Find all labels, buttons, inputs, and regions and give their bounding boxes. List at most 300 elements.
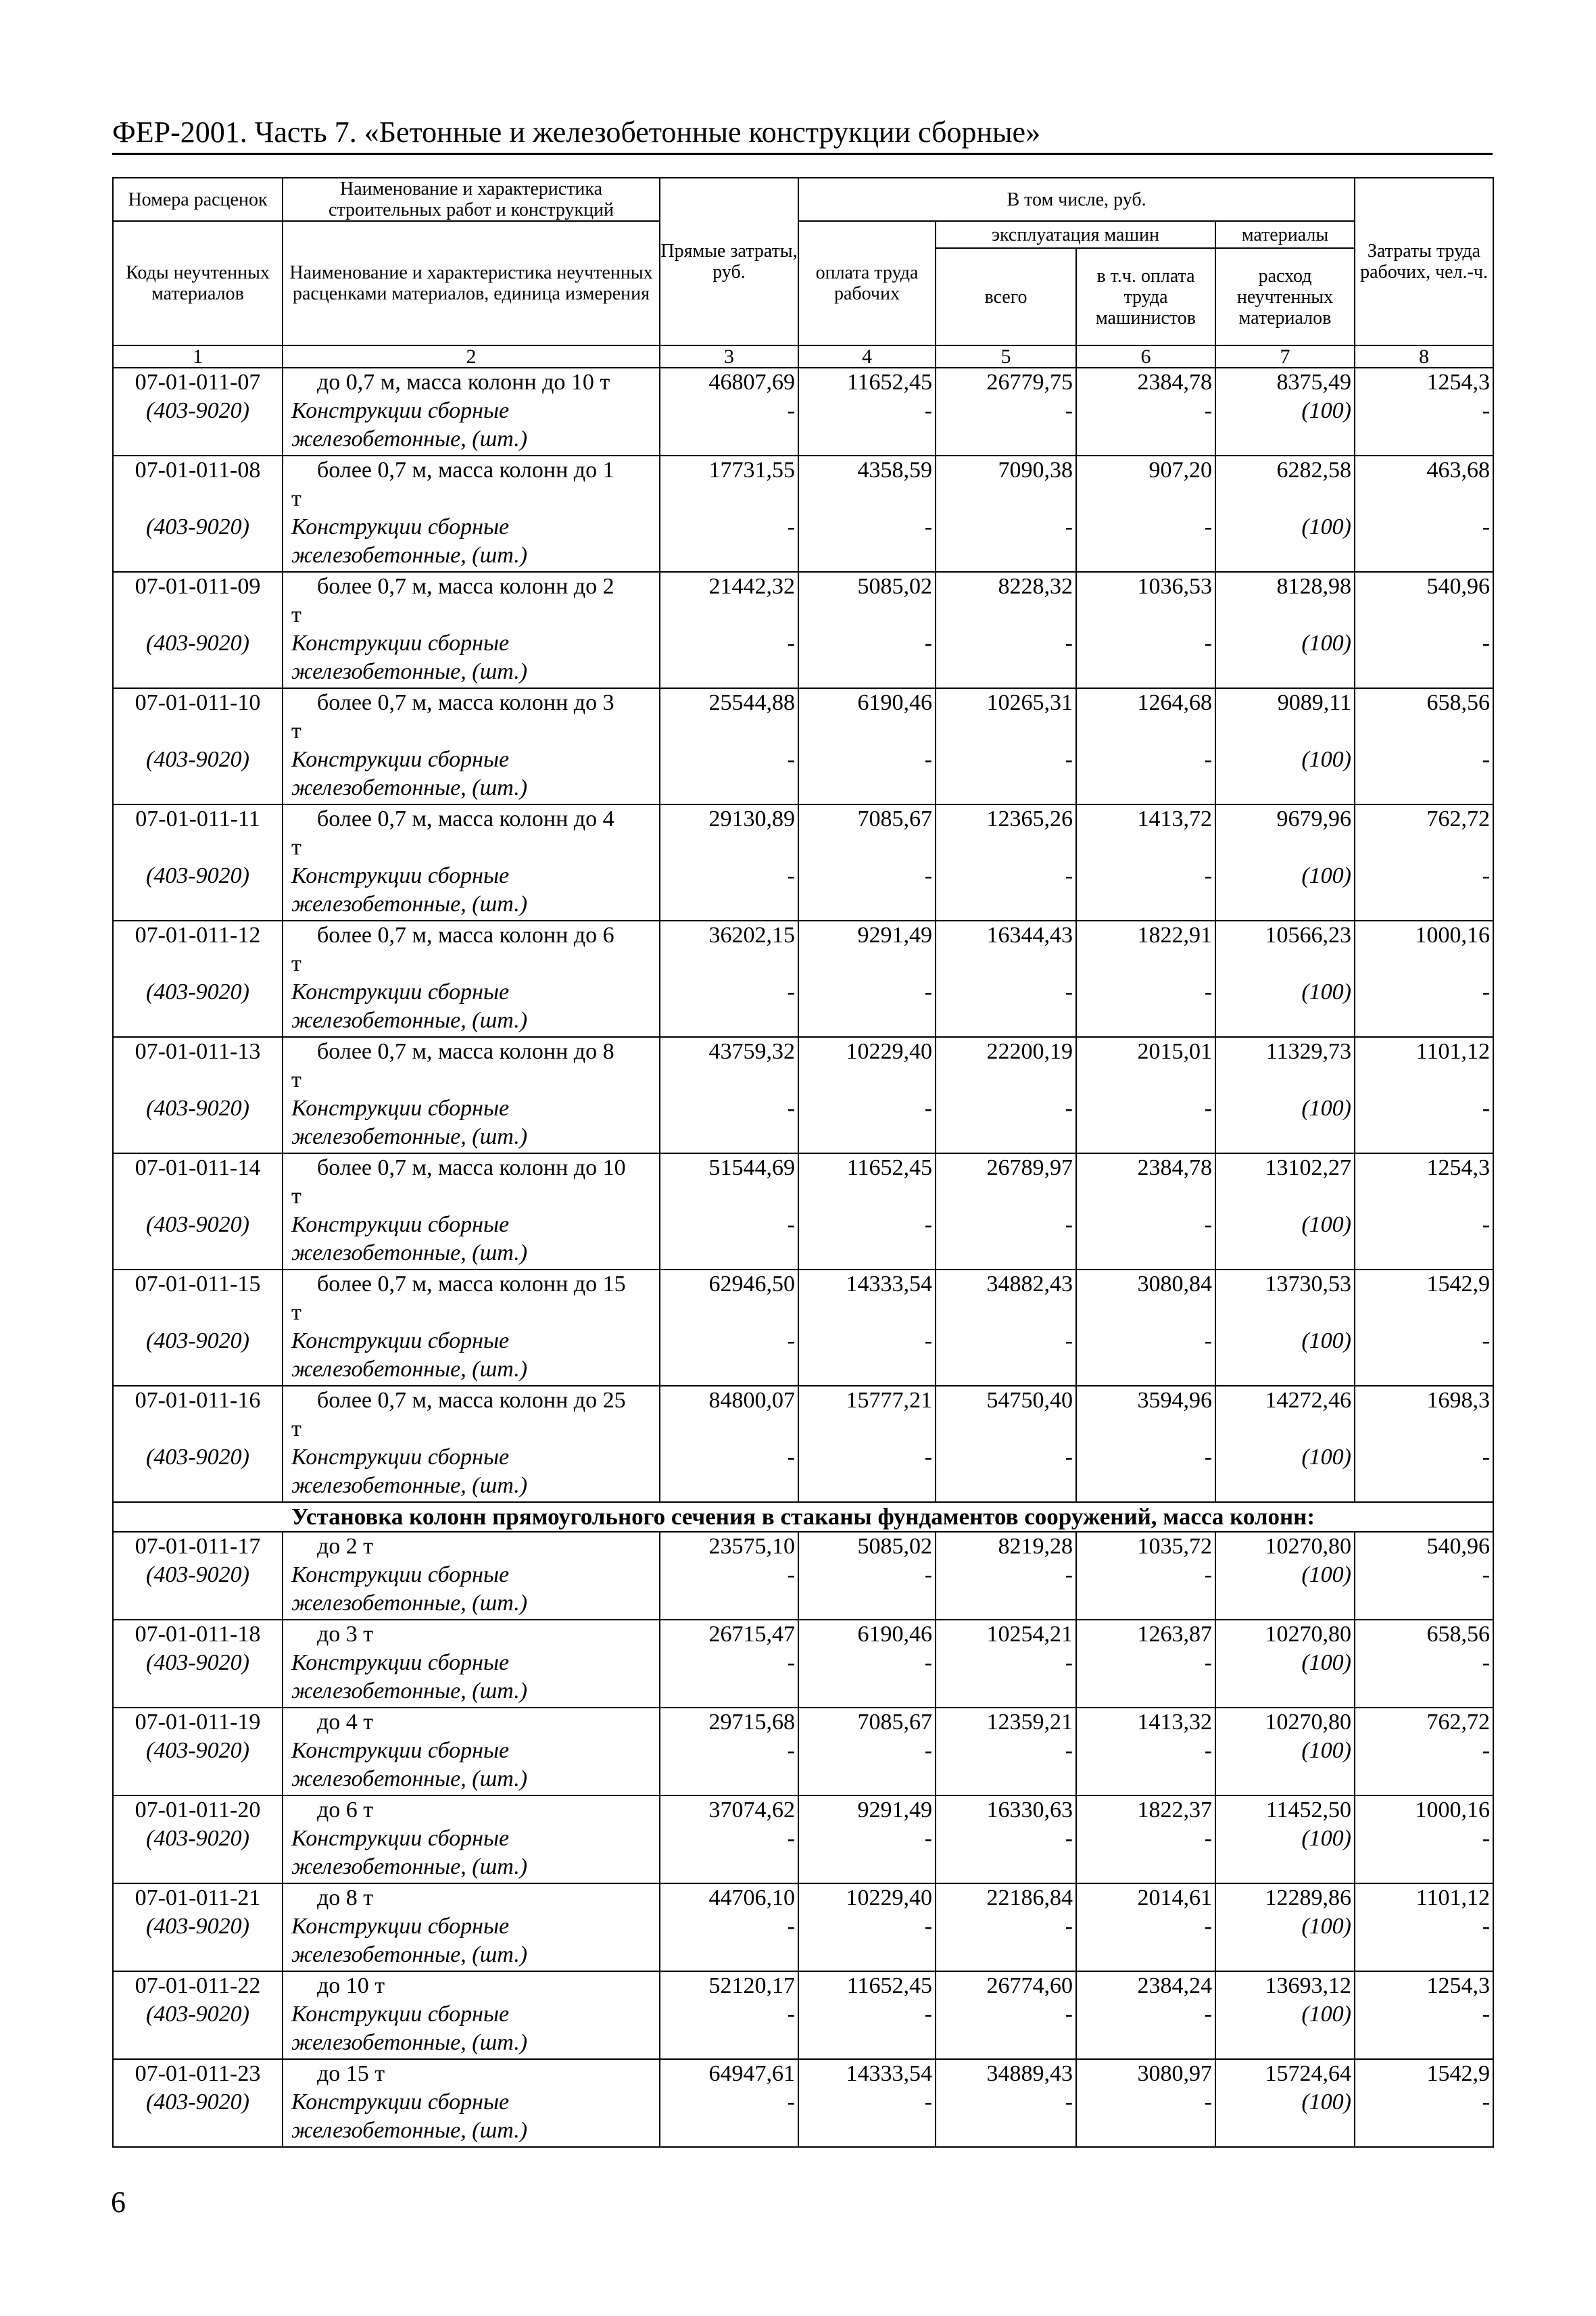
machine-total: 22186,84 bbox=[986, 1885, 1073, 1910]
spacer bbox=[1216, 1299, 1351, 1327]
direct-cost-cell bbox=[660, 368, 798, 456]
machinist-pay-cell bbox=[1076, 804, 1215, 921]
work-description-line: т bbox=[291, 602, 301, 627]
rate-code: 07-01-011-20 bbox=[135, 1798, 261, 1823]
direct-cost-cell bbox=[660, 2059, 798, 2147]
spacer bbox=[936, 834, 1073, 862]
machine-total-cell bbox=[936, 456, 1076, 572]
labor-pay-cell bbox=[798, 1386, 936, 1502]
machinist-pay-material: - bbox=[1204, 1738, 1212, 1763]
labor-pay-material: - bbox=[924, 1096, 932, 1121]
materials-cost-material: (100) bbox=[1301, 1328, 1352, 1353]
direct-cost: 84800,07 bbox=[708, 1388, 795, 1413]
spacer bbox=[114, 950, 282, 978]
labor-hours-material: - bbox=[1482, 631, 1491, 656]
work-description-cell bbox=[283, 2059, 660, 2147]
spacer bbox=[936, 1415, 1073, 1443]
work-description-line: т bbox=[291, 1067, 301, 1092]
machinist-pay-cell bbox=[1076, 2059, 1215, 2147]
machinist-pay: 3594,96 bbox=[1137, 1388, 1212, 1413]
machinist-pay-cell bbox=[1076, 1270, 1215, 1386]
materials-cost-cell bbox=[1215, 1270, 1355, 1386]
materials-cost-material: (100) bbox=[1301, 863, 1352, 888]
material-description-unit: железобетонные, (шт.) bbox=[291, 427, 528, 452]
material-description: Конструкции сборные bbox=[291, 2090, 510, 2115]
spacer bbox=[1077, 1299, 1212, 1327]
header-col1-top: Номера расценок bbox=[113, 178, 283, 221]
spacer bbox=[1355, 601, 1490, 629]
rate-code: 07-01-011-23 bbox=[135, 2061, 261, 2086]
direct-cost: 23575,10 bbox=[708, 1534, 795, 1559]
work-description-line: до 15 т bbox=[317, 2061, 385, 2086]
materials-cost-material: (100) bbox=[1301, 514, 1352, 539]
direct-cost-cell bbox=[660, 1386, 798, 1502]
labor-hours-material: - bbox=[1482, 514, 1491, 539]
spacer bbox=[1355, 1415, 1490, 1443]
labor-pay-cell bbox=[798, 1532, 936, 1620]
material-code: (403-9020) bbox=[146, 747, 249, 772]
labor-hours-material: - bbox=[1482, 1096, 1491, 1121]
labor-hours: 1698,3 bbox=[1426, 1388, 1491, 1413]
labor-hours-material: - bbox=[1482, 1826, 1491, 1851]
labor-pay: 5085,02 bbox=[857, 1534, 932, 1559]
labor-hours: 1101,12 bbox=[1416, 1885, 1491, 1910]
work-description-cell bbox=[283, 1386, 660, 1502]
work-description-line: т bbox=[291, 719, 301, 744]
page-number: 6 bbox=[111, 2186, 126, 2219]
materials-cost-cell bbox=[1215, 1795, 1355, 1883]
spacer bbox=[114, 1299, 282, 1327]
header-col7: расход неучтенных материалов bbox=[1215, 248, 1355, 345]
machinist-pay-cell bbox=[1076, 688, 1215, 804]
labor-hours-cell bbox=[1355, 368, 1493, 456]
labor-pay-cell bbox=[798, 1037, 936, 1153]
labor-pay: 6190,46 bbox=[857, 690, 932, 715]
table-row bbox=[113, 1883, 1493, 1971]
materials-cost-cell bbox=[1215, 1532, 1355, 1620]
work-description-line: более 0,7 м, масса колонн до 4 bbox=[317, 806, 614, 831]
machine-total-cell bbox=[936, 1037, 1076, 1153]
direct-cost: 43759,32 bbox=[708, 1039, 795, 1064]
direct-cost-material: - bbox=[787, 631, 795, 656]
machine-total-material: - bbox=[1065, 631, 1073, 656]
labor-pay-cell bbox=[798, 921, 936, 1037]
material-description: Конструкции сборные bbox=[291, 1914, 510, 1939]
work-description-line: более 0,7 м, масса колонн до 1 bbox=[317, 458, 614, 483]
work-description-line: т bbox=[291, 835, 301, 860]
materials-cost: 12289,86 bbox=[1265, 1885, 1352, 1910]
material-code: (403-9020) bbox=[146, 398, 249, 423]
machine-total: 26774,60 bbox=[986, 1973, 1073, 1998]
spacer bbox=[660, 834, 795, 862]
work-description-cell bbox=[283, 1971, 660, 2059]
materials-cost-material: (100) bbox=[1301, 631, 1352, 656]
labor-pay-cell bbox=[798, 1270, 936, 1386]
material-description-unit: железобетонные, (шт.) bbox=[291, 1124, 528, 1149]
spacer bbox=[1077, 485, 1212, 513]
direct-cost: 26715,47 bbox=[708, 1622, 795, 1647]
machine-total-cell bbox=[936, 1153, 1076, 1270]
labor-pay-cell bbox=[798, 804, 936, 921]
labor-hours: 1254,3 bbox=[1426, 1973, 1491, 1998]
table-row bbox=[113, 1971, 1493, 2059]
machinist-pay-material: - bbox=[1204, 398, 1212, 423]
work-description-cell bbox=[283, 1795, 660, 1883]
machine-total-material: - bbox=[1065, 747, 1073, 772]
labor-pay-cell bbox=[798, 2059, 936, 2147]
work-description-cell bbox=[283, 572, 660, 688]
labor-pay-cell bbox=[798, 572, 936, 688]
materials-cost-material: (100) bbox=[1301, 1650, 1352, 1675]
direct-cost-material: - bbox=[787, 1096, 795, 1121]
machinist-pay-cell bbox=[1076, 368, 1215, 456]
spacer bbox=[660, 1182, 795, 1211]
work-description-line: т bbox=[291, 486, 301, 511]
machinist-pay: 2014,61 bbox=[1137, 1885, 1212, 1910]
machine-total: 8228,32 bbox=[998, 574, 1073, 599]
labor-hours-material: - bbox=[1482, 863, 1491, 888]
machinist-pay-cell bbox=[1076, 1883, 1215, 1971]
header-col8: Затраты труда рабочих, чел.-ч. bbox=[1355, 178, 1493, 345]
machinist-pay-material: - bbox=[1204, 1650, 1212, 1675]
column-number: 6 bbox=[1076, 345, 1215, 368]
rate-code: 07-01-011-07 bbox=[135, 370, 261, 395]
machine-total-cell bbox=[936, 2059, 1076, 2147]
spacer bbox=[1216, 834, 1351, 862]
machine-total: 22200,19 bbox=[986, 1039, 1073, 1064]
labor-hours-material: - bbox=[1482, 2002, 1491, 2027]
material-code: (403-9020) bbox=[146, 514, 249, 539]
machinist-pay: 2384,78 bbox=[1137, 1155, 1212, 1180]
labor-pay: 11652,45 bbox=[846, 1155, 932, 1180]
machinist-pay-cell bbox=[1076, 1971, 1215, 2059]
materials-cost: 11329,73 bbox=[1265, 1039, 1352, 1064]
labor-pay: 11652,45 bbox=[846, 370, 932, 395]
materials-cost-material: (100) bbox=[1301, 2090, 1352, 2115]
direct-cost-cell bbox=[660, 456, 798, 572]
direct-cost-material: - bbox=[787, 863, 795, 888]
labor-hours: 540,96 bbox=[1426, 1534, 1491, 1559]
work-description-line: более 0,7 м, масса колонн до 15 bbox=[317, 1272, 626, 1297]
labor-hours: 1254,3 bbox=[1426, 1155, 1491, 1180]
material-description: Конструкции сборные bbox=[291, 1826, 510, 1851]
spacer bbox=[936, 1299, 1073, 1327]
machine-total: 34889,43 bbox=[986, 2061, 1073, 2086]
materials-cost-cell bbox=[1215, 1708, 1355, 1795]
materials-cost: 13102,27 bbox=[1265, 1155, 1352, 1180]
labor-hours-cell bbox=[1355, 572, 1493, 688]
machine-total-cell bbox=[936, 1386, 1076, 1502]
material-code: (403-9020) bbox=[146, 631, 249, 656]
labor-hours-material: - bbox=[1482, 398, 1491, 423]
labor-hours: 1000,16 bbox=[1415, 923, 1491, 948]
spacer bbox=[799, 1299, 932, 1327]
materials-cost: 8375,49 bbox=[1276, 370, 1352, 395]
price-table bbox=[112, 177, 1493, 2148]
materials-cost: 8128,98 bbox=[1276, 574, 1352, 599]
labor-pay-material: - bbox=[924, 1914, 932, 1939]
labor-pay: 11652,45 bbox=[846, 1973, 932, 1998]
material-description: Конструкции сборные bbox=[291, 1562, 510, 1587]
material-description-unit: железобетонные, (шт.) bbox=[291, 1591, 528, 1616]
direct-cost-cell bbox=[660, 921, 798, 1037]
direct-cost-material: - bbox=[787, 2002, 795, 2027]
work-description-cell bbox=[283, 688, 660, 804]
labor-pay-material: - bbox=[924, 863, 932, 888]
spacer bbox=[799, 950, 932, 978]
machinist-pay-cell bbox=[1076, 1795, 1215, 1883]
material-description-unit: железобетонные, (шт.) bbox=[291, 775, 528, 800]
table-row bbox=[113, 368, 1493, 456]
rate-code-cell bbox=[113, 1708, 283, 1795]
material-description: Конструкции сборные bbox=[291, 631, 510, 656]
labor-hours-material: - bbox=[1482, 980, 1491, 1005]
spacer bbox=[799, 717, 932, 746]
machine-total-material: - bbox=[1065, 863, 1073, 888]
machine-total-cell bbox=[936, 804, 1076, 921]
rate-code-cell bbox=[113, 688, 283, 804]
labor-hours-cell bbox=[1355, 456, 1493, 572]
materials-cost-cell bbox=[1215, 456, 1355, 572]
machinist-pay-material: - bbox=[1204, 747, 1212, 772]
material-description-unit: железобетонные, (шт.) bbox=[291, 1766, 528, 1791]
machinist-pay: 1413,32 bbox=[1137, 1710, 1212, 1735]
machine-total-material: - bbox=[1065, 1328, 1073, 1353]
materials-cost: 13730,53 bbox=[1265, 1272, 1352, 1297]
labor-hours-material: - bbox=[1482, 747, 1491, 772]
work-description-line: до 0,7 м, масса колонн до 10 т bbox=[317, 370, 610, 395]
work-description-line: до 3 т bbox=[317, 1622, 374, 1647]
spacer bbox=[1216, 717, 1351, 746]
spacer bbox=[936, 950, 1073, 978]
spacer bbox=[660, 485, 795, 513]
labor-pay-material: - bbox=[924, 1445, 932, 1470]
labor-hours-material: - bbox=[1482, 1445, 1491, 1470]
machine-total-material: - bbox=[1065, 398, 1073, 423]
materials-cost-cell bbox=[1215, 688, 1355, 804]
machinist-pay-cell bbox=[1076, 456, 1215, 572]
spacer bbox=[660, 950, 795, 978]
labor-pay-material: - bbox=[924, 1650, 932, 1675]
material-description: Конструкции сборные bbox=[291, 980, 510, 1005]
labor-pay-cell bbox=[798, 1620, 936, 1708]
rate-code-cell bbox=[113, 804, 283, 921]
materials-cost: 9089,11 bbox=[1277, 690, 1352, 715]
labor-pay-material: - bbox=[924, 1212, 932, 1237]
material-description: Конструкции сборные bbox=[291, 1212, 510, 1237]
spacer bbox=[936, 485, 1073, 513]
machine-total: 7090,38 bbox=[998, 458, 1073, 483]
direct-cost: 21442,32 bbox=[708, 574, 795, 599]
labor-hours-cell bbox=[1355, 1708, 1493, 1795]
labor-pay: 9291,49 bbox=[857, 1798, 932, 1823]
spacer bbox=[1216, 1415, 1351, 1443]
spacer bbox=[1216, 485, 1351, 513]
header-col2-bottom: Наименование и характеристика неучтенных расценками материалов, единица измерения bbox=[283, 221, 660, 345]
material-description: Конструкции сборные bbox=[291, 863, 510, 888]
spacer bbox=[1077, 601, 1212, 629]
machine-total: 8219,28 bbox=[998, 1534, 1073, 1559]
table-row bbox=[113, 1620, 1493, 1708]
labor-pay: 15777,21 bbox=[846, 1388, 932, 1413]
materials-cost-material: (100) bbox=[1301, 1562, 1352, 1587]
material-code: (403-9020) bbox=[146, 2002, 249, 2027]
direct-cost-material: - bbox=[787, 1328, 795, 1353]
direct-cost-cell bbox=[660, 688, 798, 804]
direct-cost-cell bbox=[660, 1037, 798, 1153]
table-row bbox=[113, 1795, 1493, 1883]
table-row bbox=[113, 572, 1493, 688]
rate-code-cell bbox=[113, 572, 283, 688]
direct-cost: 44706,10 bbox=[708, 1885, 795, 1910]
spacer bbox=[799, 601, 932, 629]
labor-hours-cell bbox=[1355, 1795, 1493, 1883]
direct-cost: 64947,61 bbox=[708, 2061, 795, 2086]
machinist-pay: 2015,01 bbox=[1137, 1039, 1212, 1064]
material-description-unit: железобетонные, (шт.) bbox=[291, 892, 528, 917]
direct-cost: 46807,69 bbox=[708, 370, 795, 395]
machinist-pay-material: - bbox=[1204, 1826, 1212, 1851]
labor-hours-cell bbox=[1355, 2059, 1493, 2147]
spacer bbox=[114, 834, 282, 862]
direct-cost-material: - bbox=[787, 1562, 795, 1587]
materials-cost-material: (100) bbox=[1301, 1738, 1352, 1763]
machine-total-cell bbox=[936, 368, 1076, 456]
labor-hours-cell bbox=[1355, 804, 1493, 921]
machinist-pay-cell bbox=[1076, 1153, 1215, 1270]
direct-cost-cell bbox=[660, 1883, 798, 1971]
labor-hours-material: - bbox=[1482, 1328, 1491, 1353]
rate-code-cell bbox=[113, 1620, 283, 1708]
spacer bbox=[936, 1182, 1073, 1211]
machinist-pay-material: - bbox=[1204, 1212, 1212, 1237]
table-row bbox=[113, 1532, 1493, 1620]
spacer bbox=[114, 717, 282, 746]
spacer bbox=[1216, 1066, 1351, 1094]
spacer bbox=[799, 834, 932, 862]
material-description: Конструкции сборные bbox=[291, 398, 510, 423]
spacer bbox=[1077, 1415, 1212, 1443]
rate-code: 07-01-011-08 bbox=[135, 458, 261, 483]
rate-code: 07-01-011-16 bbox=[135, 1388, 261, 1413]
materials-cost-material: (100) bbox=[1301, 1212, 1352, 1237]
rate-code: 07-01-011-19 bbox=[135, 1710, 261, 1735]
work-description-cell bbox=[283, 1532, 660, 1620]
labor-hours-cell bbox=[1355, 1386, 1493, 1502]
material-description: Конструкции сборные bbox=[291, 2002, 510, 2027]
rate-code-cell bbox=[113, 1270, 283, 1386]
spacer bbox=[660, 1299, 795, 1327]
materials-cost-cell bbox=[1215, 1971, 1355, 2059]
material-code: (403-9020) bbox=[146, 1328, 249, 1353]
labor-hours-cell bbox=[1355, 1971, 1493, 2059]
materials-cost: 15724,64 bbox=[1265, 2061, 1352, 2086]
title-rule bbox=[112, 153, 1493, 155]
column-number: 5 bbox=[936, 345, 1076, 368]
labor-pay-cell bbox=[798, 1883, 936, 1971]
machinist-pay-cell bbox=[1076, 1708, 1215, 1795]
spacer bbox=[114, 485, 282, 513]
material-code: (403-9020) bbox=[146, 1212, 249, 1237]
machinist-pay-material: - bbox=[1204, 1445, 1212, 1470]
direct-cost-material: - bbox=[787, 1826, 795, 1851]
rate-code: 07-01-011-18 bbox=[135, 1622, 261, 1647]
labor-pay: 10229,40 bbox=[846, 1885, 932, 1910]
direct-cost-cell bbox=[660, 804, 798, 921]
work-description-line: более 0,7 м, масса колонн до 3 bbox=[317, 690, 614, 715]
section-heading: Установка колонн прямоугольного сечения в стаканы фундаментов сооружений, масса колонн: bbox=[113, 1502, 1493, 1532]
work-description-line: до 2 т bbox=[317, 1534, 374, 1559]
labor-pay-material: - bbox=[924, 1328, 932, 1353]
labor-hours: 1101,12 bbox=[1416, 1039, 1491, 1064]
materials-cost-material: (100) bbox=[1301, 1826, 1352, 1851]
rate-code: 07-01-011-21 bbox=[135, 1885, 261, 1910]
work-description-cell bbox=[283, 1708, 660, 1795]
material-description: Конструкции сборные bbox=[291, 1738, 510, 1763]
labor-hours-cell bbox=[1355, 1037, 1493, 1153]
header-col1-bottom: Коды неучтенных материалов bbox=[113, 221, 283, 345]
materials-cost-cell bbox=[1215, 1153, 1355, 1270]
spacer bbox=[1077, 1066, 1212, 1094]
machine-total-cell bbox=[936, 1620, 1076, 1708]
rate-code-cell bbox=[113, 921, 283, 1037]
column-number: 1 bbox=[113, 345, 283, 368]
table-row bbox=[113, 804, 1493, 921]
machine-total: 26779,75 bbox=[986, 370, 1073, 395]
rate-code-cell bbox=[113, 1386, 283, 1502]
machinist-pay-material: - bbox=[1204, 514, 1212, 539]
material-description-unit: железобетонные, (шт.) bbox=[291, 1240, 528, 1265]
material-code: (403-9020) bbox=[146, 1445, 249, 1470]
spacer bbox=[1355, 717, 1490, 746]
machine-total-material: - bbox=[1065, 2002, 1073, 2027]
column-number: 8 bbox=[1355, 345, 1493, 368]
labor-hours-material: - bbox=[1482, 1650, 1491, 1675]
machine-total-material: - bbox=[1065, 2090, 1073, 2115]
table-row bbox=[113, 456, 1493, 572]
material-code: (403-9020) bbox=[146, 863, 249, 888]
labor-hours: 463,68 bbox=[1426, 458, 1491, 483]
rate-code: 07-01-011-22 bbox=[135, 1973, 261, 1998]
machine-total: 34882,43 bbox=[986, 1272, 1073, 1297]
machine-total: 16330,63 bbox=[986, 1798, 1073, 1823]
spacer bbox=[1355, 1182, 1490, 1211]
spacer bbox=[660, 1415, 795, 1443]
table-row bbox=[113, 1037, 1493, 1153]
materials-cost-material: (100) bbox=[1301, 1914, 1352, 1939]
material-description: Конструкции сборные bbox=[291, 1650, 510, 1675]
rate-code: 07-01-011-11 bbox=[135, 806, 260, 831]
material-description-unit: железобетонные, (шт.) bbox=[291, 1357, 528, 1382]
material-code: (403-9020) bbox=[146, 2090, 249, 2115]
machinist-pay: 1035,72 bbox=[1137, 1534, 1212, 1559]
materials-cost: 6282,58 bbox=[1276, 458, 1352, 483]
materials-cost-material: (100) bbox=[1301, 980, 1352, 1005]
labor-pay: 9291,49 bbox=[857, 923, 932, 948]
spacer bbox=[799, 1182, 932, 1211]
labor-pay-cell bbox=[798, 688, 936, 804]
rate-code-cell bbox=[113, 1883, 283, 1971]
rate-code: 07-01-011-17 bbox=[135, 1534, 261, 1559]
labor-hours-material: - bbox=[1482, 1738, 1491, 1763]
machine-total: 26789,97 bbox=[986, 1155, 1073, 1180]
work-description-cell bbox=[283, 1620, 660, 1708]
labor-pay-material: - bbox=[924, 1826, 932, 1851]
work-description-line: до 4 т bbox=[317, 1710, 374, 1735]
materials-cost: 14272,46 bbox=[1265, 1388, 1352, 1413]
work-description-cell bbox=[283, 804, 660, 921]
materials-cost-material: (100) bbox=[1301, 2002, 1352, 2027]
